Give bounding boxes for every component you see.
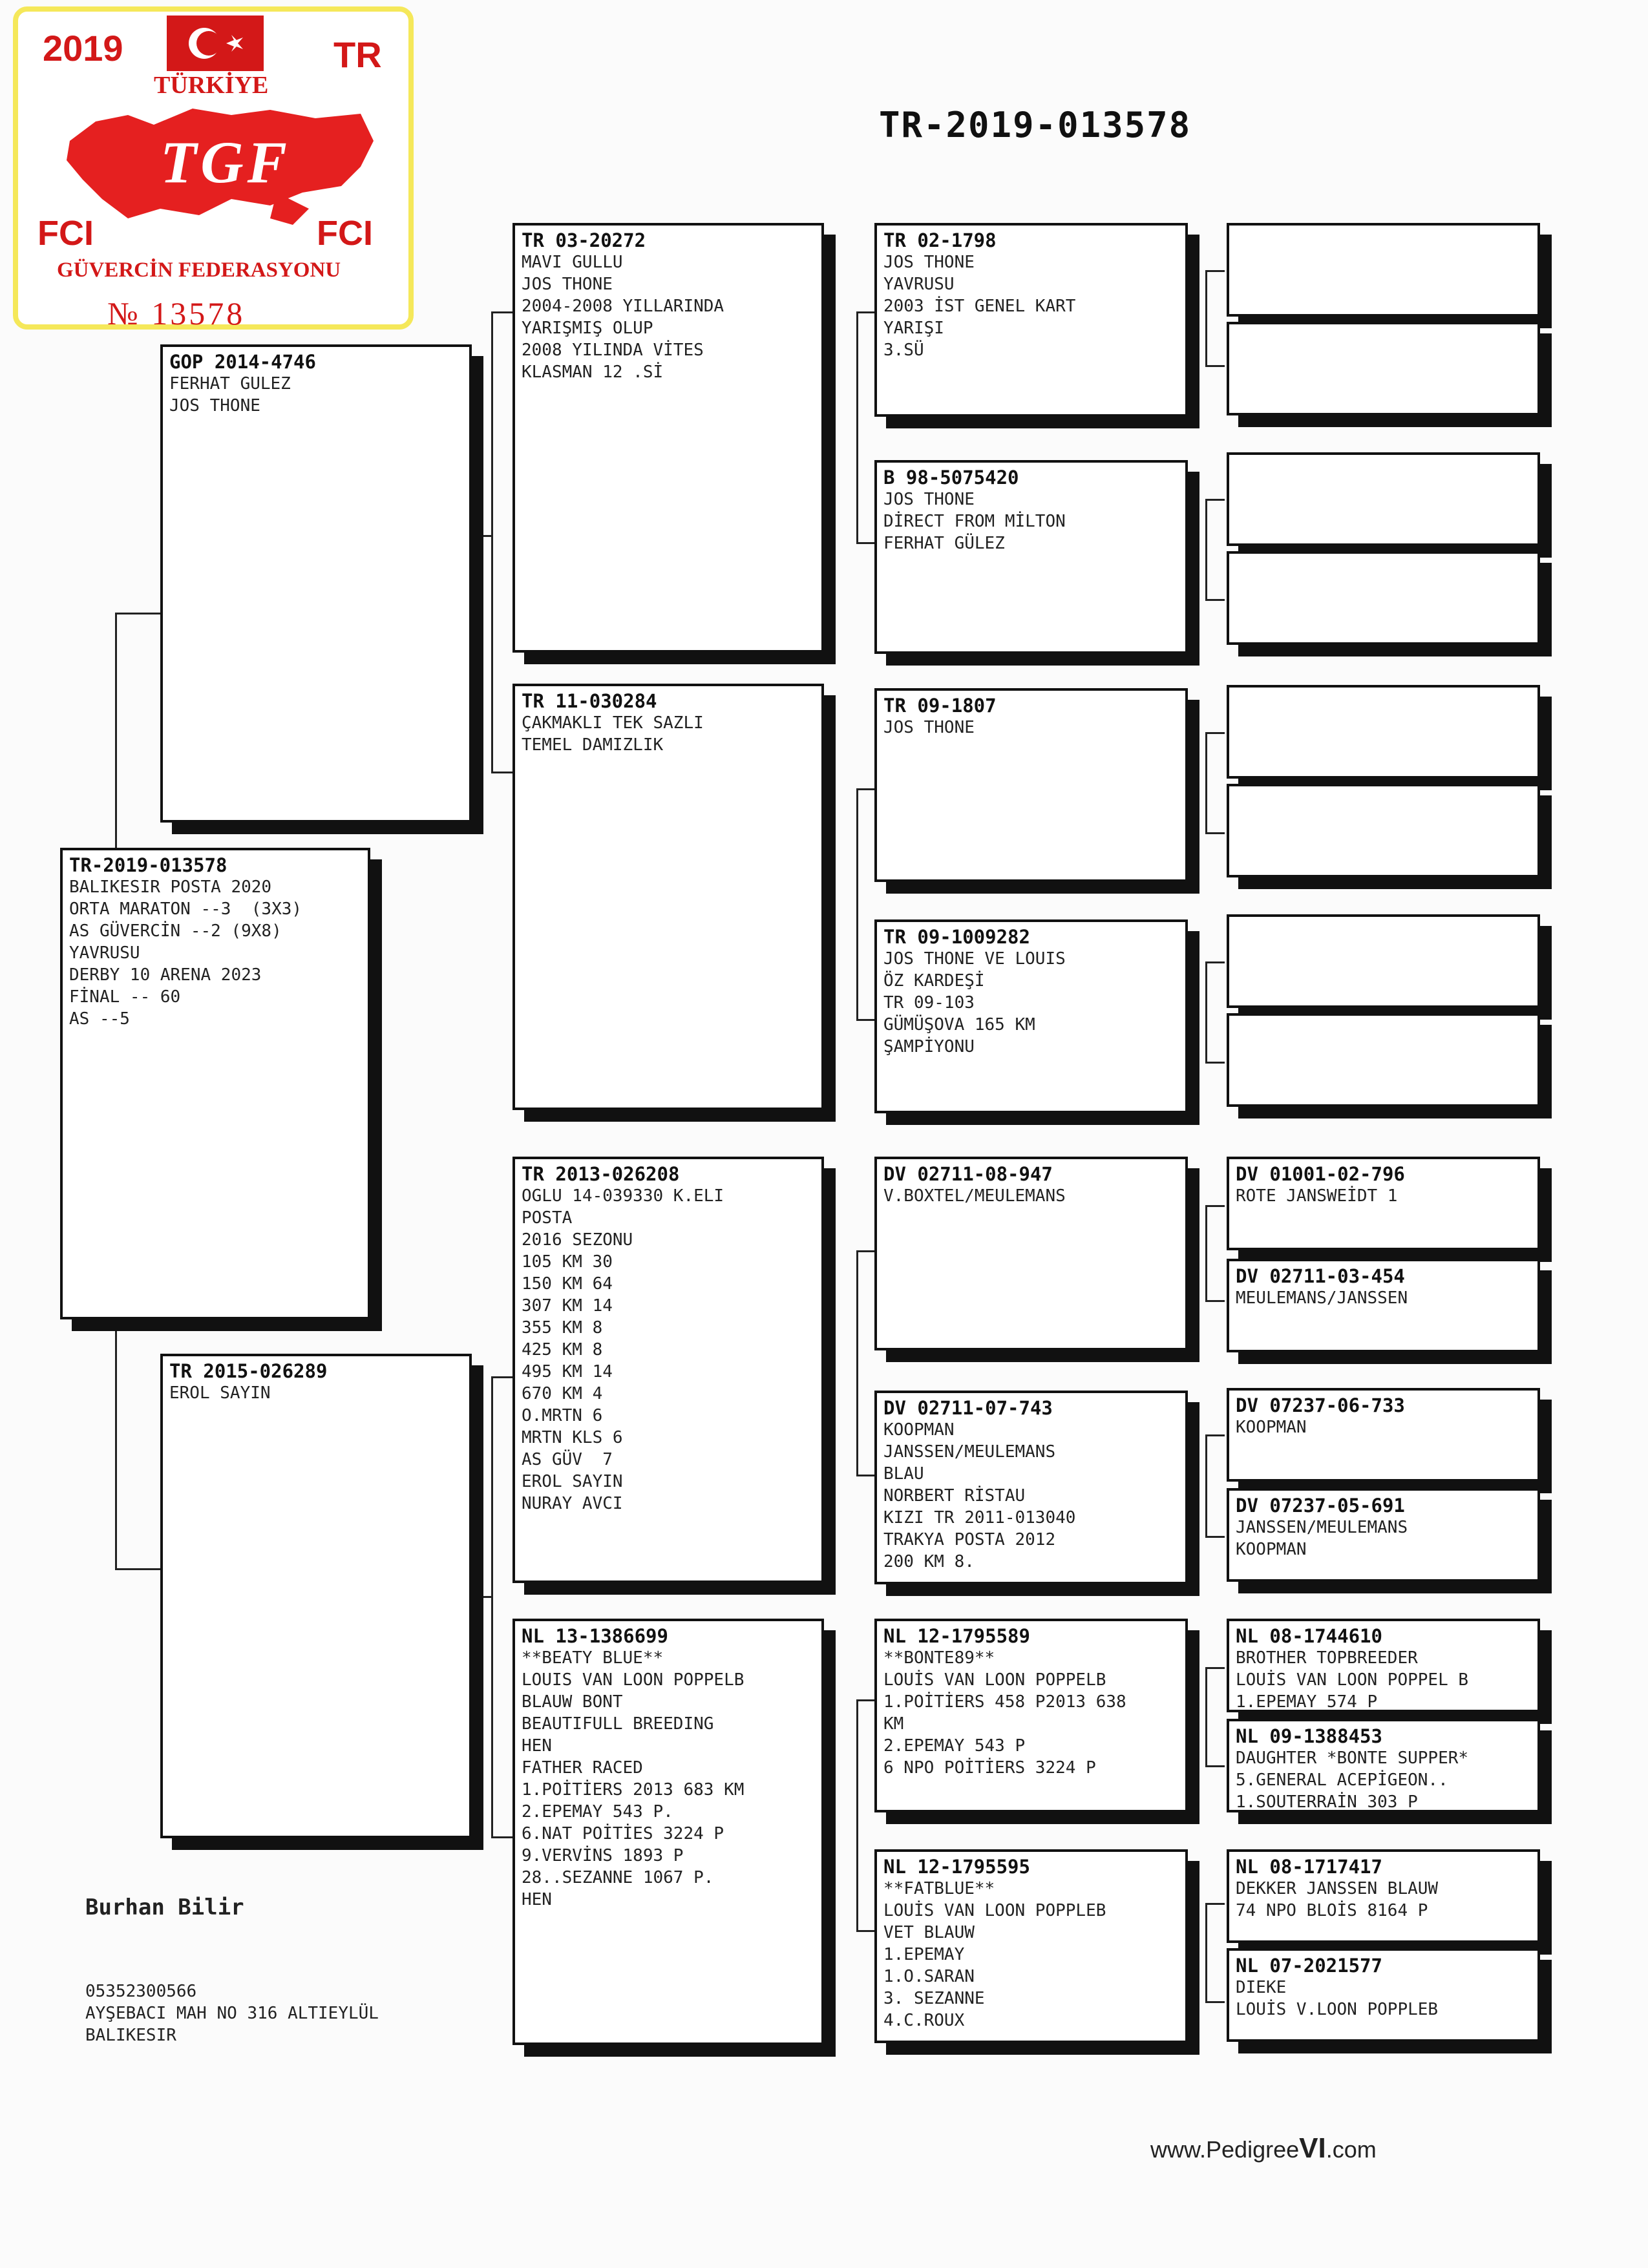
dam-sire-line: 2016 SEZONU <box>522 1230 633 1250</box>
dam-dam-ring: NL 13-1386699 <box>522 1625 668 1647</box>
dam-sire-ring: TR 2013-026208 <box>522 1163 680 1185</box>
dsd-line: TRAKYA POSTA 2012 <box>883 1530 1056 1549</box>
owner-address-line: AYŞEBACI MAH NO 316 ALTIEYLÜL <box>85 2004 379 2023</box>
sss-line: 3.SÜ <box>883 341 924 360</box>
ssd-ring: B 98-5075420 <box>883 467 1019 488</box>
dam-sire-line: 495 KM 14 <box>522 1362 613 1381</box>
dam-sire-line: 425 KM 8 <box>522 1340 603 1360</box>
ddd-card <box>874 1849 1188 2043</box>
sticker-country-code: TR <box>333 34 382 75</box>
sdd-line: ŞAMPİYONU <box>883 1037 975 1056</box>
dds-line: **BONTE89** <box>883 1648 995 1668</box>
dam-dam-line: LOUIS VAN LOON POPPELB <box>522 1670 745 1690</box>
g5-card <box>1227 1619 1540 1712</box>
dam-dam-line: FATHER RACED <box>522 1758 643 1778</box>
sticker-fci-left: FCI <box>37 214 94 253</box>
dam-sire-line: AS GÜV 7 <box>522 1450 613 1469</box>
g5-line: JANSSEN/MEULEMANS <box>1236 1518 1408 1537</box>
g5-line: 74 NPO BLOİS 8164 P <box>1236 1901 1428 1920</box>
dam-sire-line: OGLU 14-039330 K.ELI <box>522 1186 724 1206</box>
g5-line: MEULEMANS/JANSSEN <box>1236 1288 1408 1308</box>
dam-sire-line: 150 KM 64 <box>522 1274 613 1294</box>
g5-card <box>1227 1719 1540 1812</box>
g5-card <box>1227 1849 1540 1943</box>
dds-line: 2.EPEMAY 543 P <box>883 1736 1026 1756</box>
g5-line: 1.SOUTERRAİN 303 P <box>1236 1792 1418 1812</box>
sire-sire-line: YARIŞMIŞ OLUP <box>522 319 653 338</box>
g5-card <box>1227 685 1540 779</box>
ddd-line: 3. SEZANNE <box>883 1989 985 2008</box>
dam-sire-line: 670 KM 4 <box>522 1384 603 1403</box>
subject-card <box>60 848 370 1319</box>
g5-card <box>1227 223 1540 317</box>
dsd-ring: DV 02711-07-743 <box>883 1397 1053 1419</box>
brand-prefix: www.Pedigree <box>1150 2136 1300 2163</box>
sire-dam-line: TEMEL DAMIZLIK <box>522 735 664 755</box>
sire-dam-line: ÇAKMAKLI TEK SAZLI <box>522 713 704 733</box>
connector-ssd <box>1205 499 1225 601</box>
dsd-line: KOOPMAN <box>883 1420 955 1440</box>
ddd-ring: NL 12-1795595 <box>883 1856 1030 1878</box>
dam-dam-line: 9.VERVİNS 1893 P <box>522 1846 684 1865</box>
sss-card <box>874 223 1188 417</box>
dss-ring: DV 02711-08-947 <box>883 1163 1053 1185</box>
dsd-line: NORBERT RİSTAU <box>883 1486 1026 1506</box>
dds-line: LOUİS VAN LOON POPPELB <box>883 1670 1106 1690</box>
dam-dam-line: 2.EPEMAY 543 P. <box>522 1802 673 1822</box>
dam-dam-line: BEAUTIFULL BREEDING <box>522 1714 714 1734</box>
g5-line: KOOPMAN <box>1236 1418 1307 1437</box>
sdd-line: JOS THONE VE LOUIS <box>883 949 1066 969</box>
dam-sire-line: 355 KM 8 <box>522 1318 603 1338</box>
g5-ring: NL 08-1744610 <box>1236 1625 1382 1647</box>
sticker-number: № 13578 <box>107 295 246 331</box>
owner-address-line: BALIKESIR <box>85 2026 176 2045</box>
sticker-federation: GÜVERCİN FEDERASYONU <box>57 258 341 282</box>
sire-sire-ring: TR 03-20272 <box>522 229 646 251</box>
sdd-ring: TR 09-1009282 <box>883 926 1030 948</box>
g5-line: BROTHER TOPBREEDER <box>1236 1648 1418 1668</box>
g5-ring: DV 07237-05-691 <box>1236 1495 1405 1517</box>
dam-dam-card <box>512 1619 824 2045</box>
ssd-line: FERHAT GÜLEZ <box>883 534 1005 553</box>
subject-line: FİNAL -- 60 <box>69 987 181 1007</box>
g5-card <box>1227 452 1540 546</box>
dam-sire-line: EROL SAYIN <box>522 1472 623 1491</box>
brand-mark: VI <box>1299 2132 1326 2164</box>
sss-line: JOS THONE <box>883 253 975 272</box>
g5-line: KOOPMAN <box>1236 1540 1307 1559</box>
ssd-line: JOS THONE <box>883 490 975 509</box>
owner-address <box>85 1980 379 2046</box>
sss-ring: TR 02-1798 <box>883 229 997 251</box>
dam-sire-card <box>512 1157 824 1583</box>
ssd-card <box>874 460 1188 654</box>
sdd-line: TR 09-103 <box>883 993 975 1013</box>
sire-card <box>160 344 472 823</box>
dam-sire-line: O.MRTN 6 <box>522 1406 603 1425</box>
subject-line: BALIKESIR POSTA 2020 <box>69 877 272 897</box>
dam-sire-line: POSTA <box>522 1208 573 1228</box>
connector-dd <box>856 1699 876 1932</box>
g5-card <box>1227 914 1540 1008</box>
dam-dam-line: HEN <box>522 1890 552 1909</box>
g5-line: LOUİS V.LOON POPPLEB <box>1236 2000 1439 2019</box>
sss-line: YARIŞI <box>883 319 944 338</box>
dam-sire-line: 105 KM 30 <box>522 1252 613 1272</box>
sds-ring: TR 09-1807 <box>883 695 997 717</box>
sdd-line: GÜMÜŞOVA 165 KM <box>883 1015 1035 1034</box>
dsd-line: 200 KM 8. <box>883 1552 975 1571</box>
dam-sire-line: MRTN KLS 6 <box>522 1428 623 1447</box>
ddd-line: **FATBLUE** <box>883 1879 995 1898</box>
sire-sire-card <box>512 223 824 653</box>
sticker-fci-right: FCI <box>317 214 373 253</box>
connector-dds <box>1205 1667 1225 1767</box>
sticker-year: 2019 <box>43 28 123 68</box>
dam-card <box>160 1354 472 1838</box>
g5-line: DAUGHTER *BONTE SUPPER* <box>1236 1748 1469 1768</box>
dss-card <box>874 1157 1188 1350</box>
sss-line: 2003 İST GENEL KART <box>883 297 1076 316</box>
g5-ring: NL 09-1388453 <box>1236 1725 1382 1747</box>
ddd-line: 4.C.ROUX <box>883 2011 965 2030</box>
sdd-card <box>874 919 1188 1113</box>
dam-dam-line: 6.NAT POİTİES 3224 P <box>522 1824 724 1843</box>
sire-sire-line: MAVI GULLU <box>522 253 623 272</box>
subject-line: DERBY 10 ARENA 2023 <box>69 965 262 985</box>
sire-ring: GOP 2014-4746 <box>169 351 316 373</box>
subject-ring: TR-2019-013578 <box>69 854 227 876</box>
dam-line: EROL SAYIN <box>169 1383 271 1403</box>
g5-line: ROTE JANSWEİDT 1 <box>1236 1186 1398 1206</box>
g5-card <box>1227 1259 1540 1352</box>
dam-ring: TR 2015-026289 <box>169 1360 328 1382</box>
sire-sire-line: KLASMAN 12 .Sİ <box>522 362 664 382</box>
sds-card <box>874 688 1188 882</box>
dds-line: 6 NPO POİTİERS 3224 P <box>883 1758 1096 1778</box>
owner-name: Burhan Bilir <box>85 1895 244 1920</box>
ddd-line: LOUİS VAN LOON POPPLEB <box>883 1901 1106 1920</box>
sire-sire-line: 2004-2008 YILLARINDA <box>522 297 724 316</box>
dsd-line: BLAU <box>883 1464 924 1484</box>
dam-dam-line: **BEATY BLUE** <box>522 1648 664 1668</box>
subject-line: ORTA MARATON --3 (3X3) <box>69 899 302 919</box>
sire-dam-ring: TR 11-030284 <box>522 690 657 712</box>
g5-ring: NL 08-1717417 <box>1236 1856 1382 1878</box>
pedigree-brand-logo <box>1150 2132 1377 2165</box>
connector-sdd <box>1205 961 1225 1064</box>
ddd-line: VET BLAUW <box>883 1923 975 1942</box>
sss-line: YAVRUSU <box>883 275 955 294</box>
dsd-card <box>874 1391 1188 1584</box>
g5-card <box>1227 1157 1540 1250</box>
g5-ring: NL 07-2021577 <box>1236 1955 1382 1977</box>
g5-line: 5.GENERAL ACEPİGEON.. <box>1236 1770 1448 1790</box>
sire-dam-card <box>512 684 824 1110</box>
g5-line: DIEKE <box>1236 1978 1287 1997</box>
dsd-line: JANSSEN/MEULEMANS <box>883 1442 1056 1462</box>
sire-line: FERHAT GULEZ <box>169 374 291 394</box>
federation-sticker <box>13 6 414 330</box>
sire-sire-line: JOS THONE <box>522 275 613 294</box>
g5-card <box>1227 784 1540 877</box>
g5-card <box>1227 551 1540 645</box>
g5-ring: DV 01001-02-796 <box>1236 1163 1405 1185</box>
brand-suffix: .com <box>1326 2136 1377 2163</box>
g5-ring: DV 02711-03-454 <box>1236 1265 1405 1287</box>
dam-dam-line: HEN <box>522 1736 552 1756</box>
dds-ring: NL 12-1795589 <box>883 1625 1030 1647</box>
connector-sd <box>856 788 876 1021</box>
sdd-line: ÖZ KARDEŞİ <box>883 971 985 991</box>
g5-ring: DV 07237-06-733 <box>1236 1394 1405 1416</box>
ddd-line: 1.EPEMAY <box>883 1945 965 1964</box>
g5-card <box>1227 322 1540 415</box>
connector-ddd <box>1205 1903 1225 2003</box>
sticker-org-logo: TGF <box>160 129 291 195</box>
subject-line: YAVRUSU <box>69 943 140 963</box>
ssd-line: DİRECT FROM MİLTON <box>883 512 1066 531</box>
dam-dam-line: 28..SEZANNE 1067 P. <box>522 1868 714 1887</box>
connector-dsd <box>1205 1434 1225 1538</box>
dam-sire-line: 307 KM 14 <box>522 1296 613 1316</box>
sds-line: JOS THONE <box>883 718 975 737</box>
g5-card <box>1227 1388 1540 1482</box>
connector-ds <box>856 1250 876 1476</box>
connector-dam-stub <box>481 1596 491 1598</box>
g5-card <box>1227 1013 1540 1107</box>
owner-phone: 05352300566 <box>85 1982 197 2001</box>
dds-line: KM <box>883 1714 904 1734</box>
sire-line: JOS THONE <box>169 396 260 415</box>
g5-card <box>1227 1948 1540 2042</box>
turkish-flag-icon <box>167 16 264 71</box>
sticker-country: TÜRKİYE <box>154 72 269 99</box>
connector-sds <box>1205 732 1225 834</box>
dds-line: 1.POİTİERS 458 P2013 638 <box>883 1692 1126 1712</box>
subject-line: AS --5 <box>69 1009 130 1029</box>
dds-card <box>874 1619 1188 1812</box>
ddd-line: 1.O.SARAN <box>883 1967 975 1986</box>
g5-line: LOUİS VAN LOON POPPEL B <box>1236 1670 1469 1690</box>
dss-line: V.BOXTEL/MEULEMANS <box>883 1186 1066 1206</box>
dam-dam-line: BLAUW BONT <box>522 1692 623 1712</box>
connector-dss <box>1205 1205 1225 1302</box>
g5-line: 1.EPEMAY 574 P <box>1236 1692 1378 1712</box>
dsd-line: KIZI TR 2011-013040 <box>883 1508 1076 1528</box>
sire-sire-line: 2008 YILINDA VİTES <box>522 341 704 360</box>
dam-sire-line: NURAY AVCI <box>522 1494 623 1513</box>
connector-sire-stub <box>481 535 491 537</box>
g5-line: DEKKER JANSSEN BLAUW <box>1236 1879 1439 1898</box>
connector-ss <box>856 311 876 544</box>
page-title: TR-2019-013578 <box>879 105 1192 145</box>
dam-dam-line: 1.POİTİERS 2013 683 KM <box>522 1780 745 1800</box>
subject-line: AS GÜVERCİN --2 (9X8) <box>69 921 282 941</box>
connector-sss <box>1205 270 1225 367</box>
g5-card <box>1227 1488 1540 1582</box>
